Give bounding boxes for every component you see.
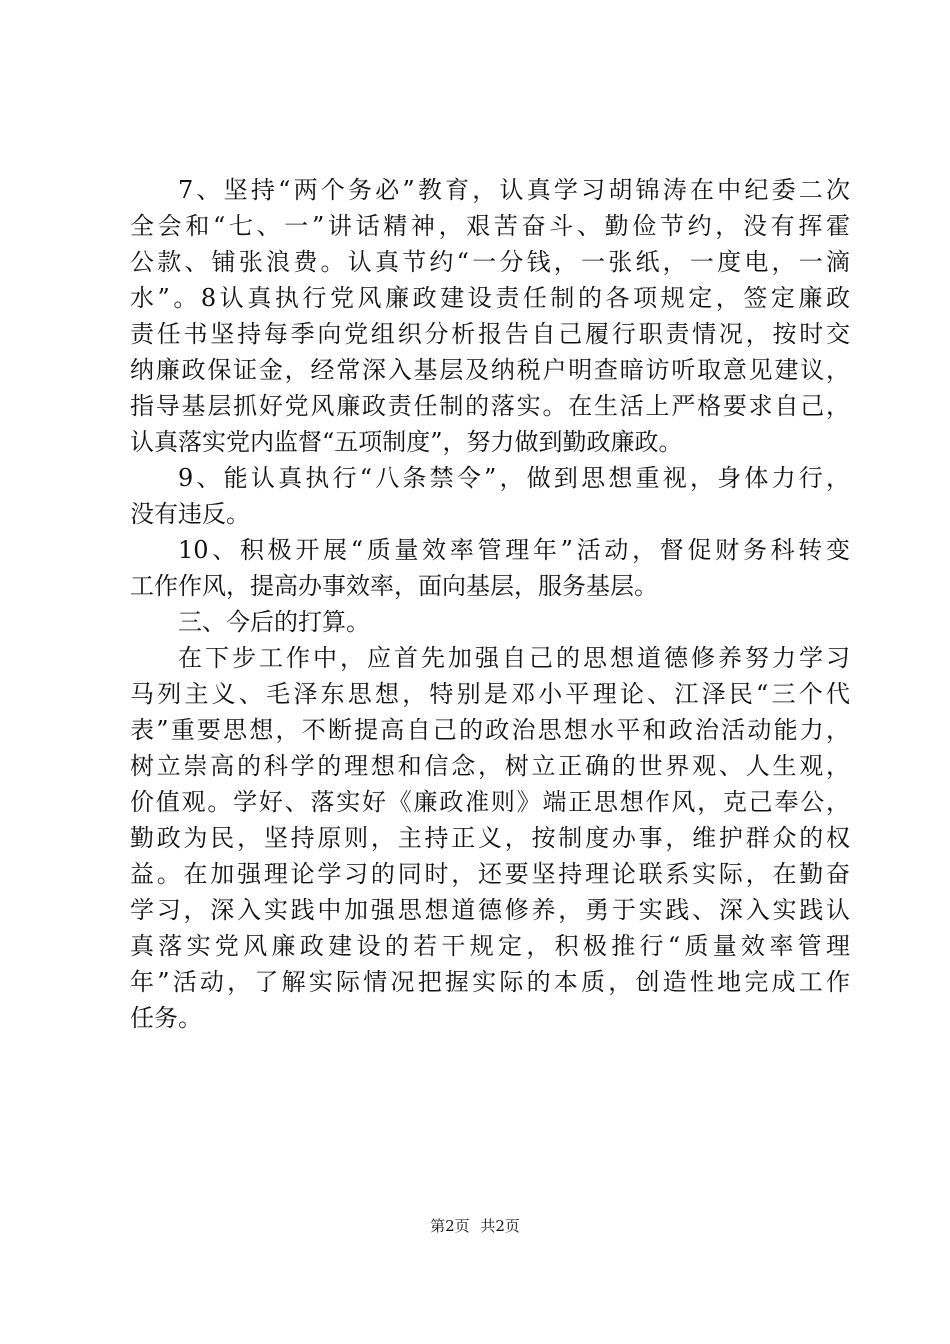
- paragraph-line: 工作作风，提高办事效率，面向基层，服务基层。: [130, 572, 658, 600]
- paragraph-line: 7、坚持“两个务必”教育，认真学习胡锦涛在中纪委二次: [178, 176, 850, 204]
- document-body: [130, 172, 850, 1036]
- paragraph-line: 树立崇高的科学的理想和信念，树立正确的世界观、人生观，: [130, 752, 850, 780]
- paragraph-line: 马列主义、毛泽东思想，特别是邓小平理论、江泽民“三个代: [130, 680, 850, 708]
- paragraph-line: 全会和“七、一”讲话精神，艰苦奋斗、勤俭节约，没有挥霍: [130, 212, 850, 240]
- paragraph-line: 认真落实党内监督“五项制度”，努力做到勤政廉政。: [130, 428, 683, 456]
- paragraph-line: 勤政为民，坚持原则，主持正义，按制度办事，维护群众的权: [130, 824, 850, 852]
- paragraph-line: 任务。: [130, 1004, 202, 1032]
- paragraph-line: 价值观。学好、落实好《廉政准则》端正思想作风，克己奉公，: [130, 788, 850, 816]
- paragraph-line: 水”。8认真执行党风廉政建设责任制的各项规定，签定廉政: [130, 284, 850, 312]
- paragraph-line: 指导基层抓好党风廉政责任制的落实。在生活上严格要求自己，: [130, 392, 850, 420]
- paragraph-line: 表”重要思想，不断提高自己的政治思想水平和政治活动能力，: [130, 716, 850, 744]
- paragraph-line: 真落实党风廉政建设的若干规定，积极推行“质量效率管理: [130, 932, 850, 960]
- paragraph-line: 9、能认真执行“八条禁令”，做到思想重视，身体力行，: [178, 464, 850, 492]
- paragraph-line: 责任书坚持每季向党组织分析报告自己履行职责情况，按时交: [130, 320, 850, 348]
- paragraph-line: 10、积极开展“质量效率管理年”活动，督促财务科转变: [178, 536, 850, 564]
- paragraph-line: 纳廉政保证金，经常深入基层及纳税户明查暗访听取意见建议，: [130, 356, 850, 384]
- paragraph-line: 在下步工作中，应首先加强自己的思想道德修养努力学习: [178, 644, 850, 672]
- page-footer: [0, 1214, 950, 1238]
- paragraph-line: 没有违反。: [130, 500, 250, 528]
- page-number: 第2页: [430, 1217, 470, 1235]
- paragraph-line: 学习，深入实践中加强思想道德修养，勇于实践、深入实践认: [130, 896, 850, 924]
- page-total: 共2页: [480, 1217, 520, 1235]
- section-heading: 三、今后的打算。: [178, 608, 370, 636]
- paragraph-line: 益。在加强理论学习的同时，还要坚持理论联系实际，在勤奋: [130, 860, 850, 888]
- paragraph-line: 公款、铺张浪费。认真节约“一分钱，一张纸，一度电，一滴: [130, 248, 850, 276]
- paragraph-line: 年”活动，了解实际情况把握实际的本质，创造性地完成工作: [130, 968, 850, 996]
